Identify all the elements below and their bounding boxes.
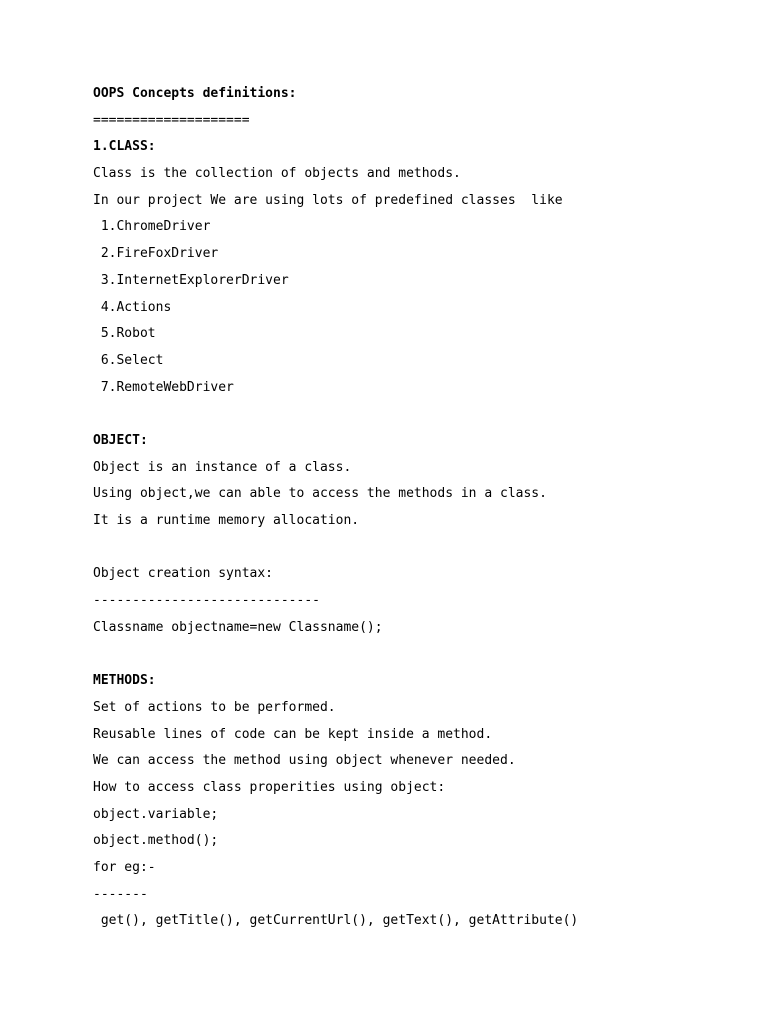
section-heading: OBJECT: <box>93 432 148 448</box>
text-line: 6.Select <box>93 352 164 368</box>
text-line: get(), getTitle(), getCurrentUrl(), getText(), getAttribute() <box>93 913 579 929</box>
section-heading: OOPS Concepts definitions: <box>93 86 297 101</box>
text-line: for eg:- <box>93 859 156 875</box>
text-line: ==================== <box>93 112 250 128</box>
text-line: 3.InternetExplorerDriver <box>93 272 289 288</box>
blank-line <box>93 405 768 432</box>
text-line: object.variable; <box>93 806 219 822</box>
text-line: Set of actions to be performed. <box>93 699 336 715</box>
text-line: 1.ChromeDriver <box>93 219 211 235</box>
text-line: In our project We are using lots of predefined classes like <box>93 192 563 208</box>
text-line: object.method(); <box>93 833 219 849</box>
text-line: 5.Robot <box>93 326 156 342</box>
blank-line <box>93 539 768 566</box>
section-heading: METHODS: <box>93 673 156 689</box>
text-line: Object is an instance of a class. <box>93 459 352 475</box>
text-line: It is a runtime memory allocation. <box>93 513 360 528</box>
section-heading: 1.CLASS: <box>93 139 156 155</box>
text-line: ----------------------------- <box>93 593 320 609</box>
text-line: Reusable lines of code can be kept inside a method. <box>93 726 493 742</box>
blank-line <box>93 645 768 672</box>
text-line: We can access the method using object whenever needed. <box>93 753 516 769</box>
text-line: Object creation syntax: <box>93 566 274 582</box>
text-line: 4.Actions <box>93 299 172 315</box>
text-line: 7.RemoteWebDriver <box>93 379 234 395</box>
text-line: How to access class properities using object: <box>93 779 446 795</box>
text-line: Class is the collection of objects and methods. <box>93 166 461 182</box>
text-line: Using object,we can able to access the methods in a class. <box>93 486 547 502</box>
text-line: Classname objectname=new Classname(); <box>93 619 383 635</box>
text-line: 2.FireFoxDriver <box>93 246 219 262</box>
document-body <box>93 85 768 939</box>
text-line: ------- <box>93 886 148 902</box>
